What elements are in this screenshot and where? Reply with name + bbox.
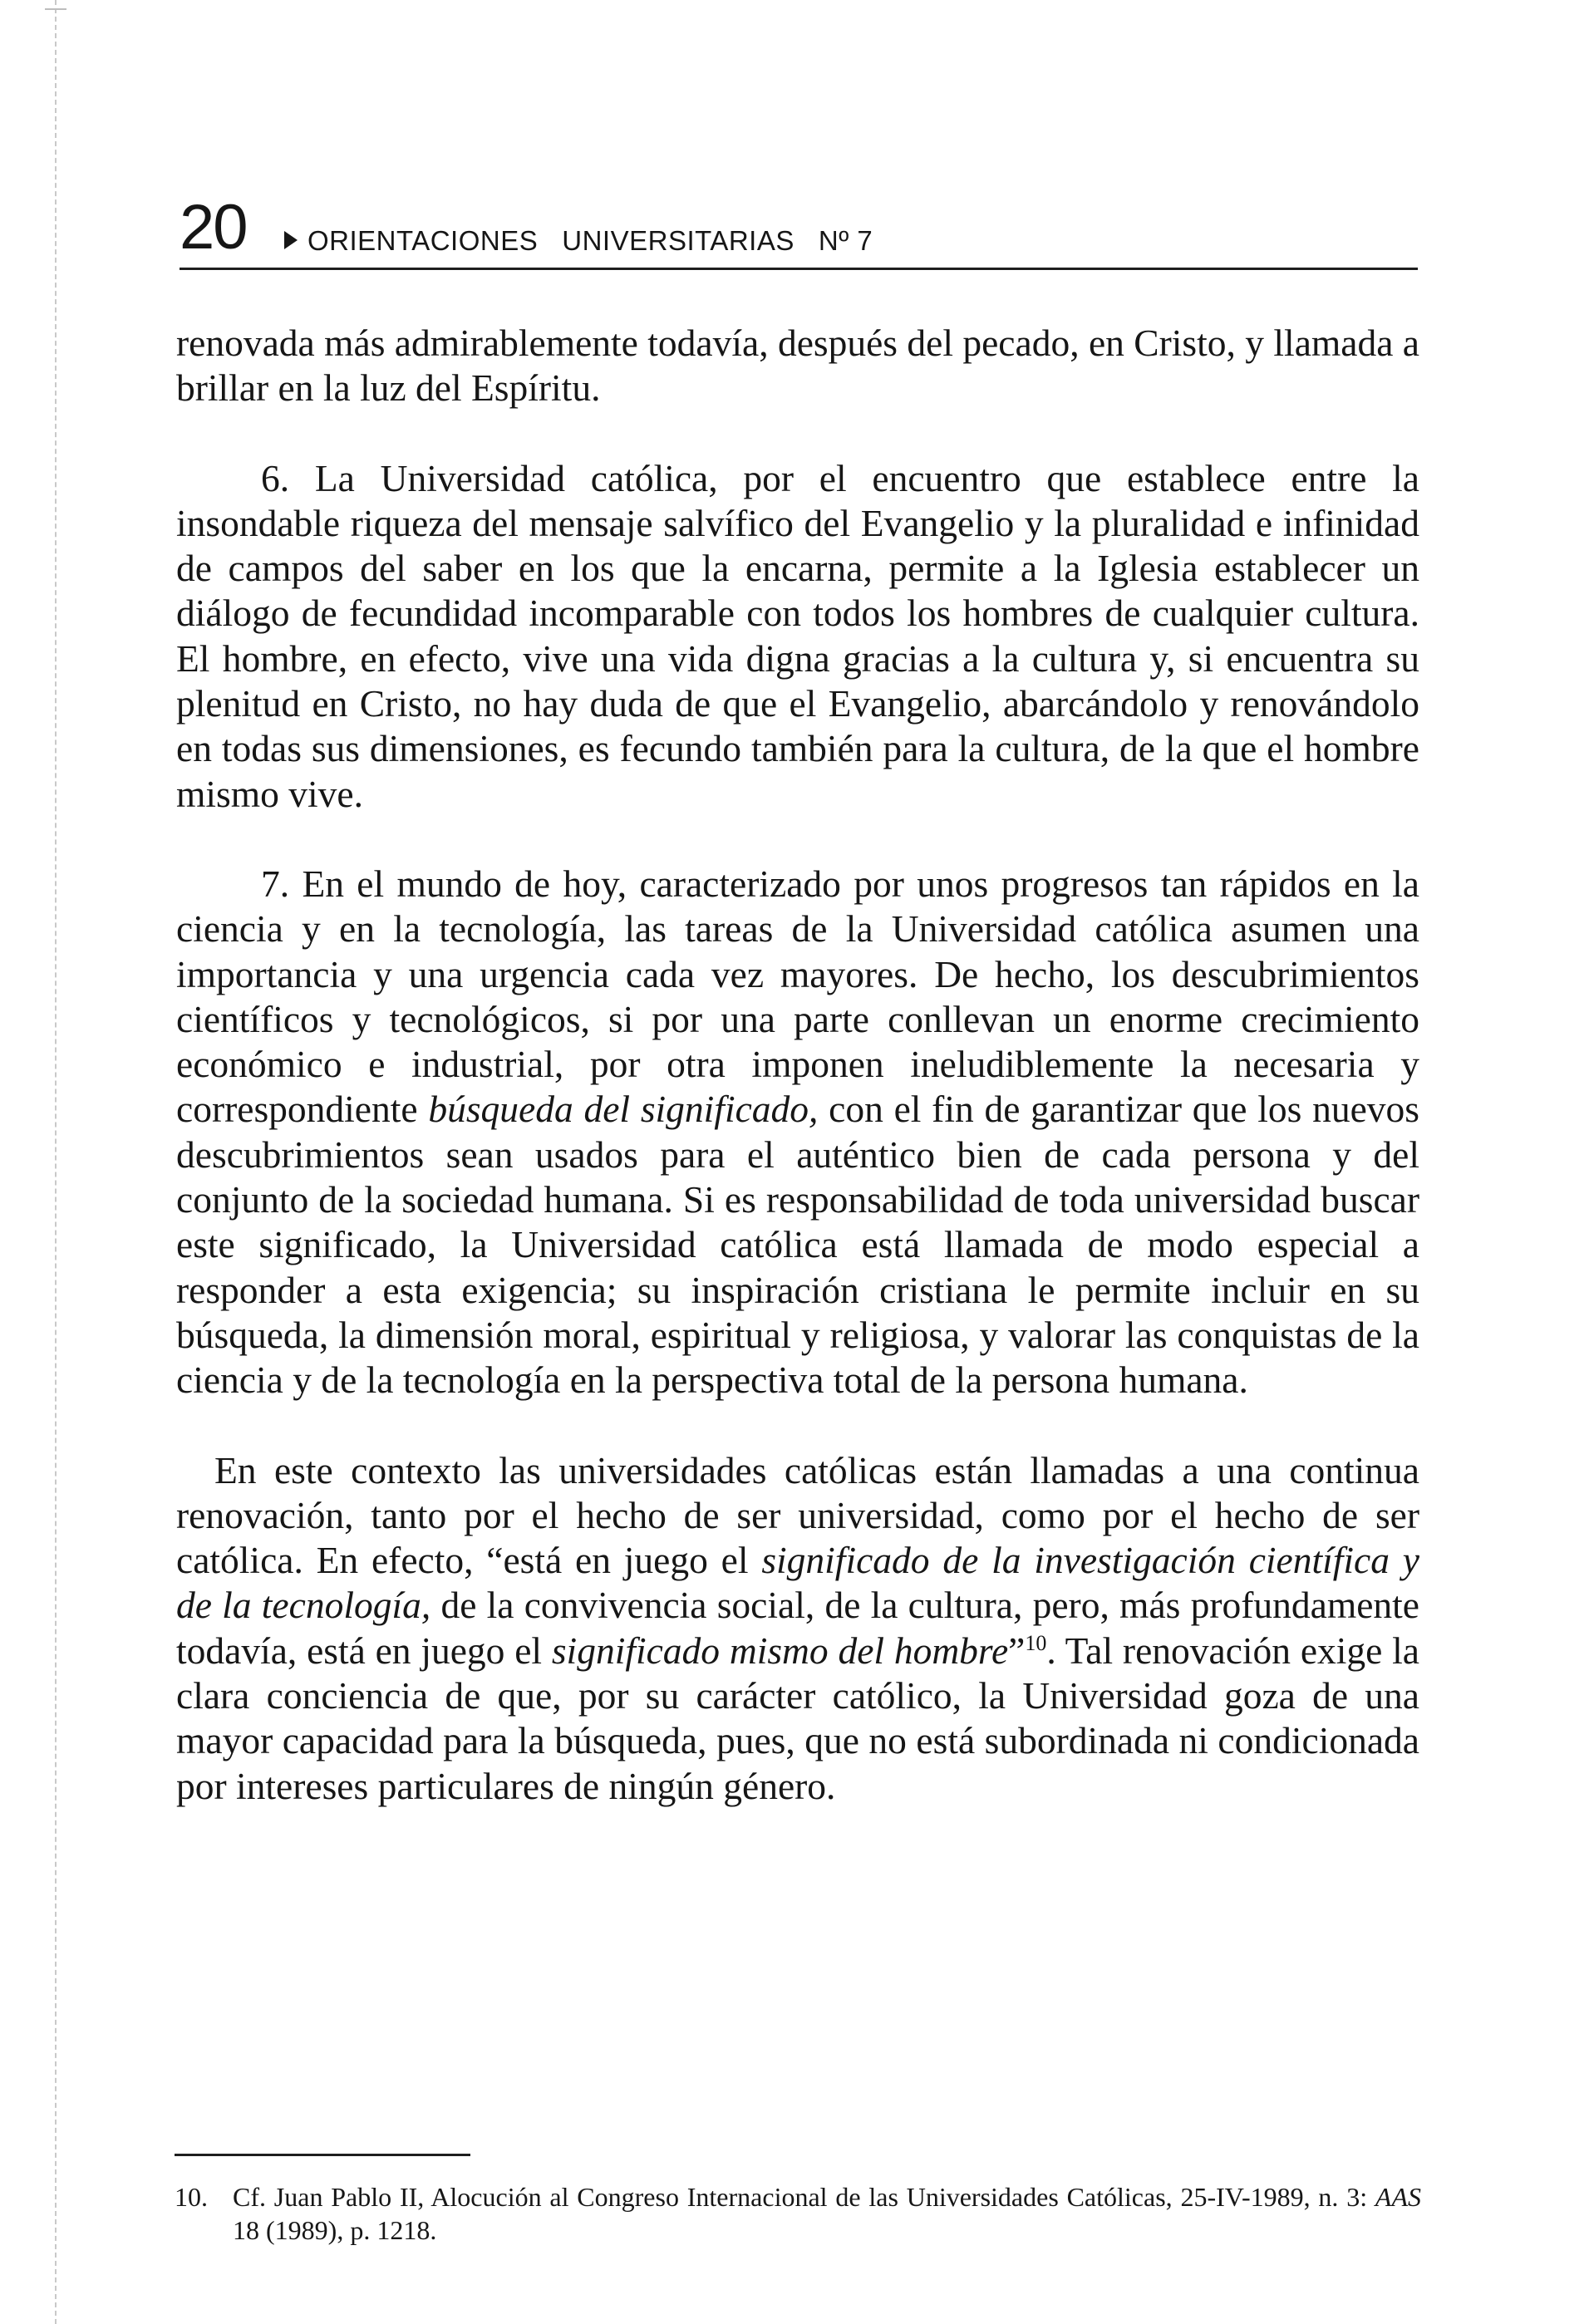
paragraph-6: 6. La Universidad católica, por el encuentro que establece entre la insondable riqueza del mensaje salvífico del Evangelio y la pluralidad e infinidad de campos del saber en los que la encarna, permite a la Iglesia establecer un diálogo de fecundidad incomparable con todos los hombres de cualquier cultura. El hombre, en efecto, vive una vida digna gracias a la cultura y, si encuentra su plenitud en Cristo, no hay duda de que el Evangelio, abarcándolo y renovándolo en todas sus dimensiones, es fecundo también para la cultura, de la que el hombre mismo vive. [176,456,1419,815]
footnote-number: 10. [175,2182,208,2212]
footnote-reference[interactable]: 10 [1025,1630,1047,1655]
paragraph-context-text-c: de la convivencia social, de la cultura, pero, más profundamente todavía, está en juego el [176,1584,1419,1672]
footnote [175,2180,1421,2247]
paragraph-7-text-a: 7. En el mundo de hoy, caracterizado por unos progresos tan rápidos en la ciencia y en la tecnología, las tareas de la Universidad católica asumen una importancia y una urgencia cada vez mayores. De hecho, los descubrimientos científicos y tecnológicos, si por una parte conllevan un enorme crecimiento económico e industrial, por otra imponen ineludiblemente la necesaria y correspondiente [176,862,1419,1131]
footnote-text-a: Cf. Juan Pablo II, Alocución al Congreso Internacional de las Universidades Católicas, 25-IV-1989, n. 3: [233,2182,1375,2212]
scan-margin-tick [45,8,66,10]
footnote-text [233,2180,1421,2247]
paragraph-context-italic-1: significado de la investigación científica y de la tecnología, [176,1539,1419,1627]
paragraph-7-italic: búsqueda del significado, [428,1088,819,1131]
paragraph-context-text-a: En este contexto las universidades católicas están llamadas a una continua renovación, tanto por el hecho de ser universidad, como por el hecho de ser católica. En efecto, “está en juego el [176,1448,1419,1582]
paragraph-7 [176,862,1419,1403]
paragraph-context-closing-quote: ” [1008,1629,1026,1672]
paragraph-7-text-c: con el fin de garantizar que los nuevos descubrimientos sean usados para el auténtico bien de cada persona y del conjunto de la sociedad humana. Si es responsabilidad de toda universidad buscar este significado, la Universidad católica está llamada de modo especial a responder a esta exigencia; su inspiración cristiana le permite incluir en su búsqueda, la dimensión moral, espiritual y religiosa, y valorar las conquistas de la ciencia y de la tecnología en la perspectiva total de la persona humana. [176,1088,1419,1402]
journal-title: ORIENTACIONES UNIVERSITARIAS Nº 7 [307,225,873,256]
paragraph-context-italic-2: significado mismo del hombre [551,1629,1009,1672]
footnote-text-c: 18 (1989), p. 1218. [233,2215,437,2245]
header-rule [180,268,1418,270]
scan-margin-line [55,0,57,2324]
paragraph-context [176,1448,1419,1809]
triangle-arrow-icon [284,231,298,249]
page-number: 20 [180,192,247,263]
body-text [176,321,1419,1809]
page-header [180,192,1418,263]
footnote-rule [175,2154,470,2156]
paragraph-continuation: renovada más admirablemente todavía, después del pecado, en Cristo, y llamada a brillar en la luz del Espíritu. [176,322,1419,410]
footnote-italic: AAS [1375,2182,1421,2212]
paragraph-context-text-f: . Tal renovación exige la clara conciencia de que, por su carácter católico, la Universidad goza de una mayor capacidad para la búsqueda, pues, que no está subordinada ni condicionada por intereses particulares de ningún género. [176,1629,1419,1807]
